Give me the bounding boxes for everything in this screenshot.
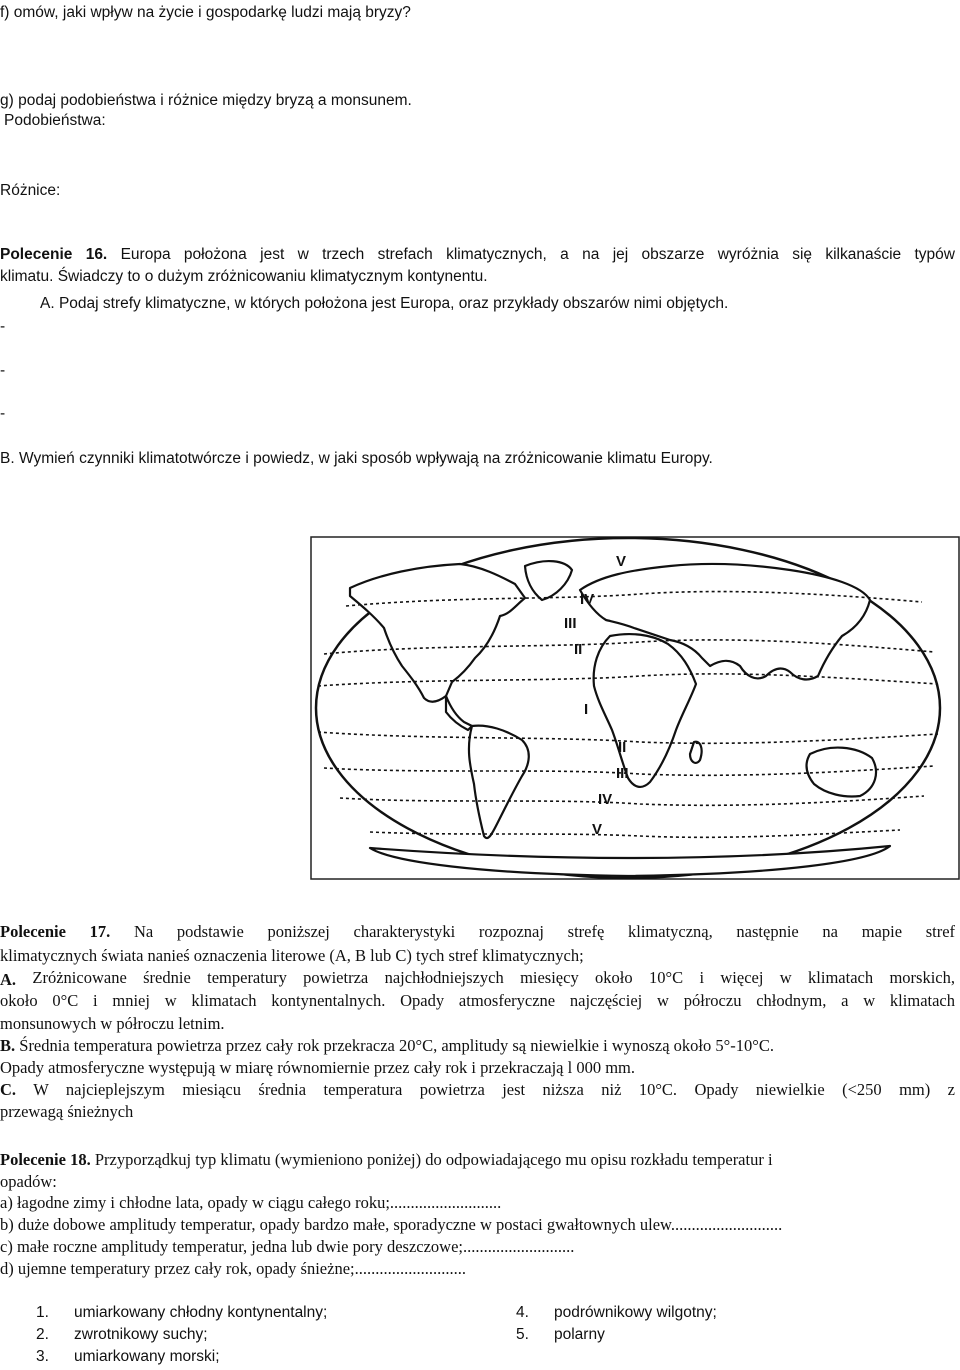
task16-part-b: B. Wymień czynniki klimatotwórcze i powiedz, w jaki sposób wpływają na zróżnicowanie klimatu Europy. — [0, 450, 713, 467]
zone-label: I — [584, 701, 589, 718]
task17-intro2: klimatycznych świata nanieś oznaczenia literowe (A, B lub C) tych stref klimatycznych; — [0, 946, 584, 965]
task18-heading: Polecenie 18. — [0, 1150, 91, 1169]
task17-b2: Opady atmosferyczne występują w miarę równomiernie przez cały rok i przekraczają l 000 mm. — [0, 1058, 635, 1077]
task16-line1: Polecenie 16. Europa położona jest w trzech strefach klimatycznych, a na jej obszarze wyróżnia się kilkanaście typów — [0, 246, 955, 263]
task17-heading: Polecenie 17. — [0, 922, 111, 941]
task17-b1: B. Średnia temperatura powietrza przez cały rok przekracza 20°C, amplitudy są niewielkie i wynoszą około 5°-10°C. — [0, 1036, 774, 1055]
zone-label: V — [616, 553, 627, 570]
task16-line2: klimatu. Świadczy to o dużym zróżnicowaniu klimatycznym kontynentu. — [0, 268, 488, 285]
climate-zones-world-map — [310, 536, 960, 880]
task18-item-d: d) ujemne temperatury przez cały rok, opady śnieżne;........................... — [0, 1259, 466, 1278]
zone-label: IV — [580, 591, 595, 608]
task17-c2: przewagą śnieżnych — [0, 1102, 134, 1121]
answer-dash-3: - — [0, 405, 6, 422]
differences-label: Różnice: — [0, 182, 61, 199]
option-item: 4. podrównikowy wilgotny; — [516, 1304, 717, 1321]
task17-a-label: A. — [0, 970, 17, 989]
option-item: 3. umiarkowany morski; — [36, 1348, 220, 1365]
zone-label: IV — [598, 791, 613, 808]
option-item: 1. umiarkowany chłodny kontynentalny; — [36, 1304, 328, 1321]
similarities-label: Podobieństwa: — [4, 112, 106, 129]
task17-a1: Zróżnicowane średnie temperatury powietrza najchłodniejszych miesięcy około 10°C i więcej w klimatach morskich, — [32, 968, 955, 987]
zone-label: II — [574, 641, 583, 658]
zone-label: III — [564, 615, 577, 632]
task16-part-a: A. Podaj strefy klimatyczne, w których położona jest Europa, oraz przykłady obszarów nimi objętych. — [40, 295, 729, 312]
option-item: 2. zwrotnikowy suchy; — [36, 1326, 208, 1343]
question-g: g) podaj podobieństwa i różnice między bryzą a monsunem. — [0, 92, 412, 109]
task18-item-a: a) łagodne zimy i chłodne lata, opady w ciągu całego roku;........................... — [0, 1193, 502, 1212]
task17-a2: około 0°C i mniej w klimatach kontynentalnych. Opady atmosferyczne najczęściej w półroczu chłodnym, a w klimatach — [0, 991, 955, 1010]
task18-intro2: opadów: — [0, 1172, 57, 1191]
option-item: 5. polarny — [516, 1326, 605, 1343]
question-f: f) omów, jaki wpływ na życie i gospodarkę ludzi mają bryzy? — [0, 4, 411, 21]
zone-label: II — [618, 739, 627, 756]
task18-item-b: b) duże dobowe amplitudy temperatur, opady bardzo małe, sporadyczne w postaci gwałtownych ulew........................... — [0, 1215, 783, 1234]
task18-intro1: Polecenie 18. Przyporządkuj typ klimatu (wymieniono poniżej) do odpowiadającego mu opisu rozkładu temperatur i — [0, 1150, 773, 1169]
task17-c1: C. W najcieplejszym miesiącu średnia temperatura powietrza jest niższa niż 10°C. Opady niewielkie (<250 mm) z — [0, 1080, 956, 1099]
answer-dash-1: - — [0, 318, 6, 335]
task18-item-c: c) małe roczne amplitudy temperatur, jedna lub dwie pory deszczowe;........................... — [0, 1237, 575, 1256]
task16-heading: Polecenie 16. — [0, 246, 108, 263]
zone-label: III — [616, 765, 629, 782]
task17-a3: monsunowych w półroczu letnim. — [0, 1014, 225, 1033]
task17-intro1: Polecenie 17. Na podstawie poniższej charakterystyki rozpoznaj strefę klimatyczną, następnie na mapie stref — [0, 922, 956, 941]
answer-dash-2: - — [0, 362, 6, 379]
zone-label: V — [592, 821, 603, 838]
